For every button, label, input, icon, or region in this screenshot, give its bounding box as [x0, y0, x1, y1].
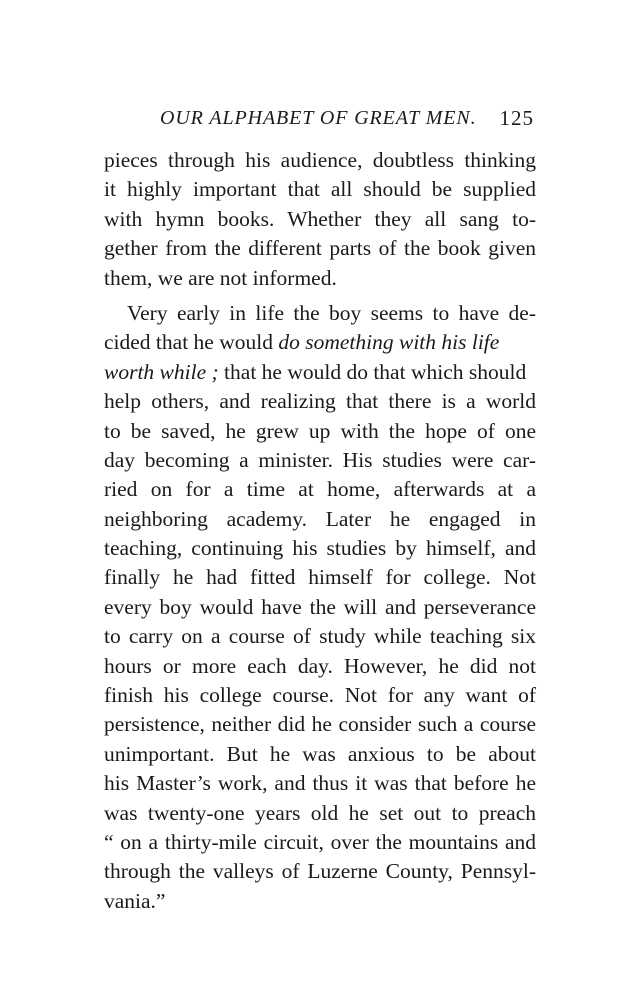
emphasis-text: worth while ;: [104, 359, 219, 384]
text-line: it highly important that all should be supplied: [104, 177, 536, 202]
text-line: “ on a thirty-mile circuit, over the mountains and: [104, 829, 536, 854]
text-line: teaching, continuing his studies by himself, and: [104, 536, 536, 561]
text-line: neighboring academy. Later he engaged in: [104, 506, 536, 531]
text-line: Very early in life the boy seems to have de-: [127, 300, 536, 325]
text-line: finish his college course. Not for any want of: [104, 683, 536, 708]
text-line: finally he had fitted himself for college. Not: [104, 565, 536, 590]
paragraph-1: [104, 146, 536, 293]
text-run: that he would do that which should: [218, 359, 527, 384]
text-line: them, we are not informed.: [104, 265, 337, 290]
text-line: to carry on a course of study while teaching six: [104, 624, 536, 649]
text-line-with-emphasis: [104, 358, 536, 387]
text-run: cided that he would: [104, 330, 279, 355]
text-line: hours or more each day. However, he did not: [104, 653, 536, 678]
text-line: through the valleys of Luzerne County, Pennsyl-: [104, 859, 536, 884]
text-line: his Master’s work, and thus it was that before he: [104, 771, 536, 796]
text-line: vania.”: [104, 888, 166, 913]
text-line-with-emphasis: [104, 328, 536, 357]
text-line: ried on for a time at home, afterwards at a: [104, 477, 536, 502]
text-line: pieces through his audience, doubtless thinking: [104, 148, 536, 172]
running-head: [104, 105, 536, 131]
text-line: help others, and realizing that there is a world: [104, 389, 536, 414]
text-line: day becoming a minister. His studies were car-: [104, 447, 536, 472]
paragraph-2: [104, 299, 536, 916]
text-line: with hymn books. Whether they all sang to-: [104, 206, 536, 231]
text-line: was twenty-one years old he set out to preach: [104, 800, 536, 825]
text-line: unimportant. But he was anxious to be about: [104, 741, 536, 766]
text-line: to be saved, he grew up with the hope of one: [104, 418, 536, 443]
running-title: OUR ALPHABET OF GREAT MEN.: [160, 107, 477, 129]
text-line: every boy would have the will and perseverance: [104, 594, 536, 619]
emphasis-text: do something with his life: [278, 330, 500, 355]
body-text: [104, 146, 536, 916]
text-line: persistence, neither did he consider such a course: [104, 712, 536, 737]
text-line: gether from the different parts of the book given: [104, 236, 536, 261]
page-number: 125: [499, 106, 534, 130]
